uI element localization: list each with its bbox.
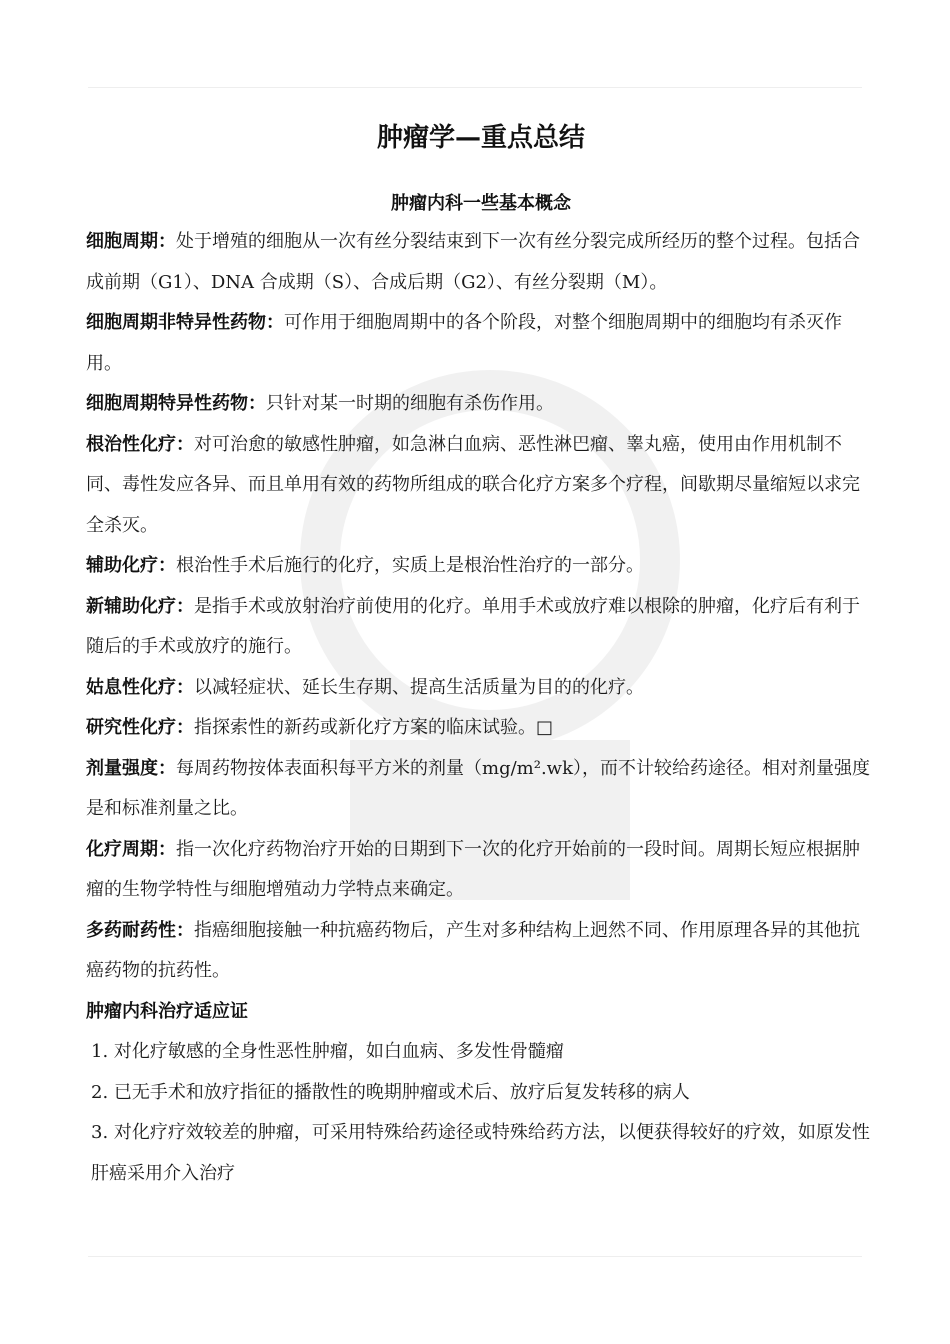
list-item: 2. 已无手术和放疗指征的播散性的晚期肿瘤或术后、放疗后复发转移的病人 <box>91 1081 690 1103</box>
definition-term: 研究性化疗： <box>86 717 194 738</box>
definition-item <box>86 668 876 709</box>
definition-item <box>86 546 876 587</box>
definition-text: 根治性手术后施行的化疗，实质上是根治性治疗的一部分。 <box>176 555 644 576</box>
definition-term: 根治性化疗： <box>86 433 194 455</box>
definition-item <box>86 708 876 749</box>
definition-text: 处于增殖的细胞从一次有丝分裂结束到下一次有丝分裂完成所经历的整个过程。包括合成前期（G1）、DNA 合成期（S）、合成后期（G2）、有丝分裂期（M）。 <box>86 231 860 293</box>
definition-item <box>86 587 876 668</box>
section-title: 肿瘤内科一些基本概念 <box>391 193 571 214</box>
definition-term: 辅助化疗： <box>86 555 176 576</box>
indications-list <box>86 1032 876 1194</box>
definition-item <box>86 384 876 425</box>
list-item: 1. 对化疗敏感的全身性恶性肿瘤，如白血病、多发性骨髓瘤 <box>91 1041 564 1062</box>
definition-text: 是指手术或放射治疗前使用的化疗。单用手术或放疗难以根除的肿瘤，化疗后有利于随后的手术或放疗的施行。 <box>86 595 860 657</box>
definition-term: 细胞周期特异性药物： <box>86 393 266 414</box>
definition-term: 剂量强度： <box>86 757 176 779</box>
definition-term: 新辅助化疗： <box>86 595 194 617</box>
definition-item <box>86 911 876 992</box>
page-content <box>86 108 876 1194</box>
definition-text: 可作用于细胞周期中的各个阶段，对整个细胞周期中的细胞均有杀灭作用。 <box>86 312 842 374</box>
definition-text: 指一次化疗药物治疗开始的日期到下一次的化疗开始前的一段时间。周期长短应根据肿瘤的生物学特性与细胞增殖动力学特点来确定。 <box>86 838 860 900</box>
definition-text: 以减轻症状、延长生存期、提高生活质量为目的的化疗。 <box>194 676 644 698</box>
header-rule <box>88 87 862 88</box>
definition-text: 对可治愈的敏感性肿瘤，如急淋白血病、恶性淋巴瘤、睾丸癌，使用由作用机制不同、毒性发应各异、而且单用有效的药物所组成的联合化疗方案多个疗程，间歇期尽量缩短以求完全杀灭。 <box>86 433 860 536</box>
definition-term: 细胞周期： <box>86 231 176 252</box>
definition-term: 多药耐药性： <box>86 919 194 941</box>
definition-text: 只针对某一时期的细胞有杀伤作用。 <box>266 393 554 414</box>
definition-term: 化疗周期： <box>86 838 176 860</box>
definition-item <box>86 425 876 547</box>
definition-item <box>86 222 876 303</box>
definition-term: 细胞周期非特异性药物： <box>86 312 284 333</box>
page-title: 肿瘤学—重点总结 <box>376 123 585 153</box>
definition-text: 指癌细胞接触一种抗癌药物后，产生对多种结构上迥然不同、作用原理各异的其他抗癌药物的抗药性。 <box>86 919 860 981</box>
definition-text: 每周药物按体表面积每平方米的剂量（mg/m².wk），而不计较给药途径。相对剂量强度是和标准剂量之比。 <box>86 757 870 819</box>
definition-item <box>86 749 876 830</box>
footer-rule <box>88 1256 862 1257</box>
list-item: 3. 对化疗疗效较差的肿瘤，可采用特殊给药途径或特殊给药方法，以便获得较好的疗效，如原发性肝癌采用介入治疗 <box>91 1122 870 1184</box>
definition-item <box>86 303 876 384</box>
definition-term: 姑息性化疗： <box>86 676 194 698</box>
indications-heading: 肿瘤内科治疗适应证 <box>86 1000 248 1022</box>
definitions-list <box>86 222 876 992</box>
definition-text: 指探索性的新药或新化疗方案的临床试验。□ <box>194 717 554 738</box>
definition-item <box>86 830 876 911</box>
